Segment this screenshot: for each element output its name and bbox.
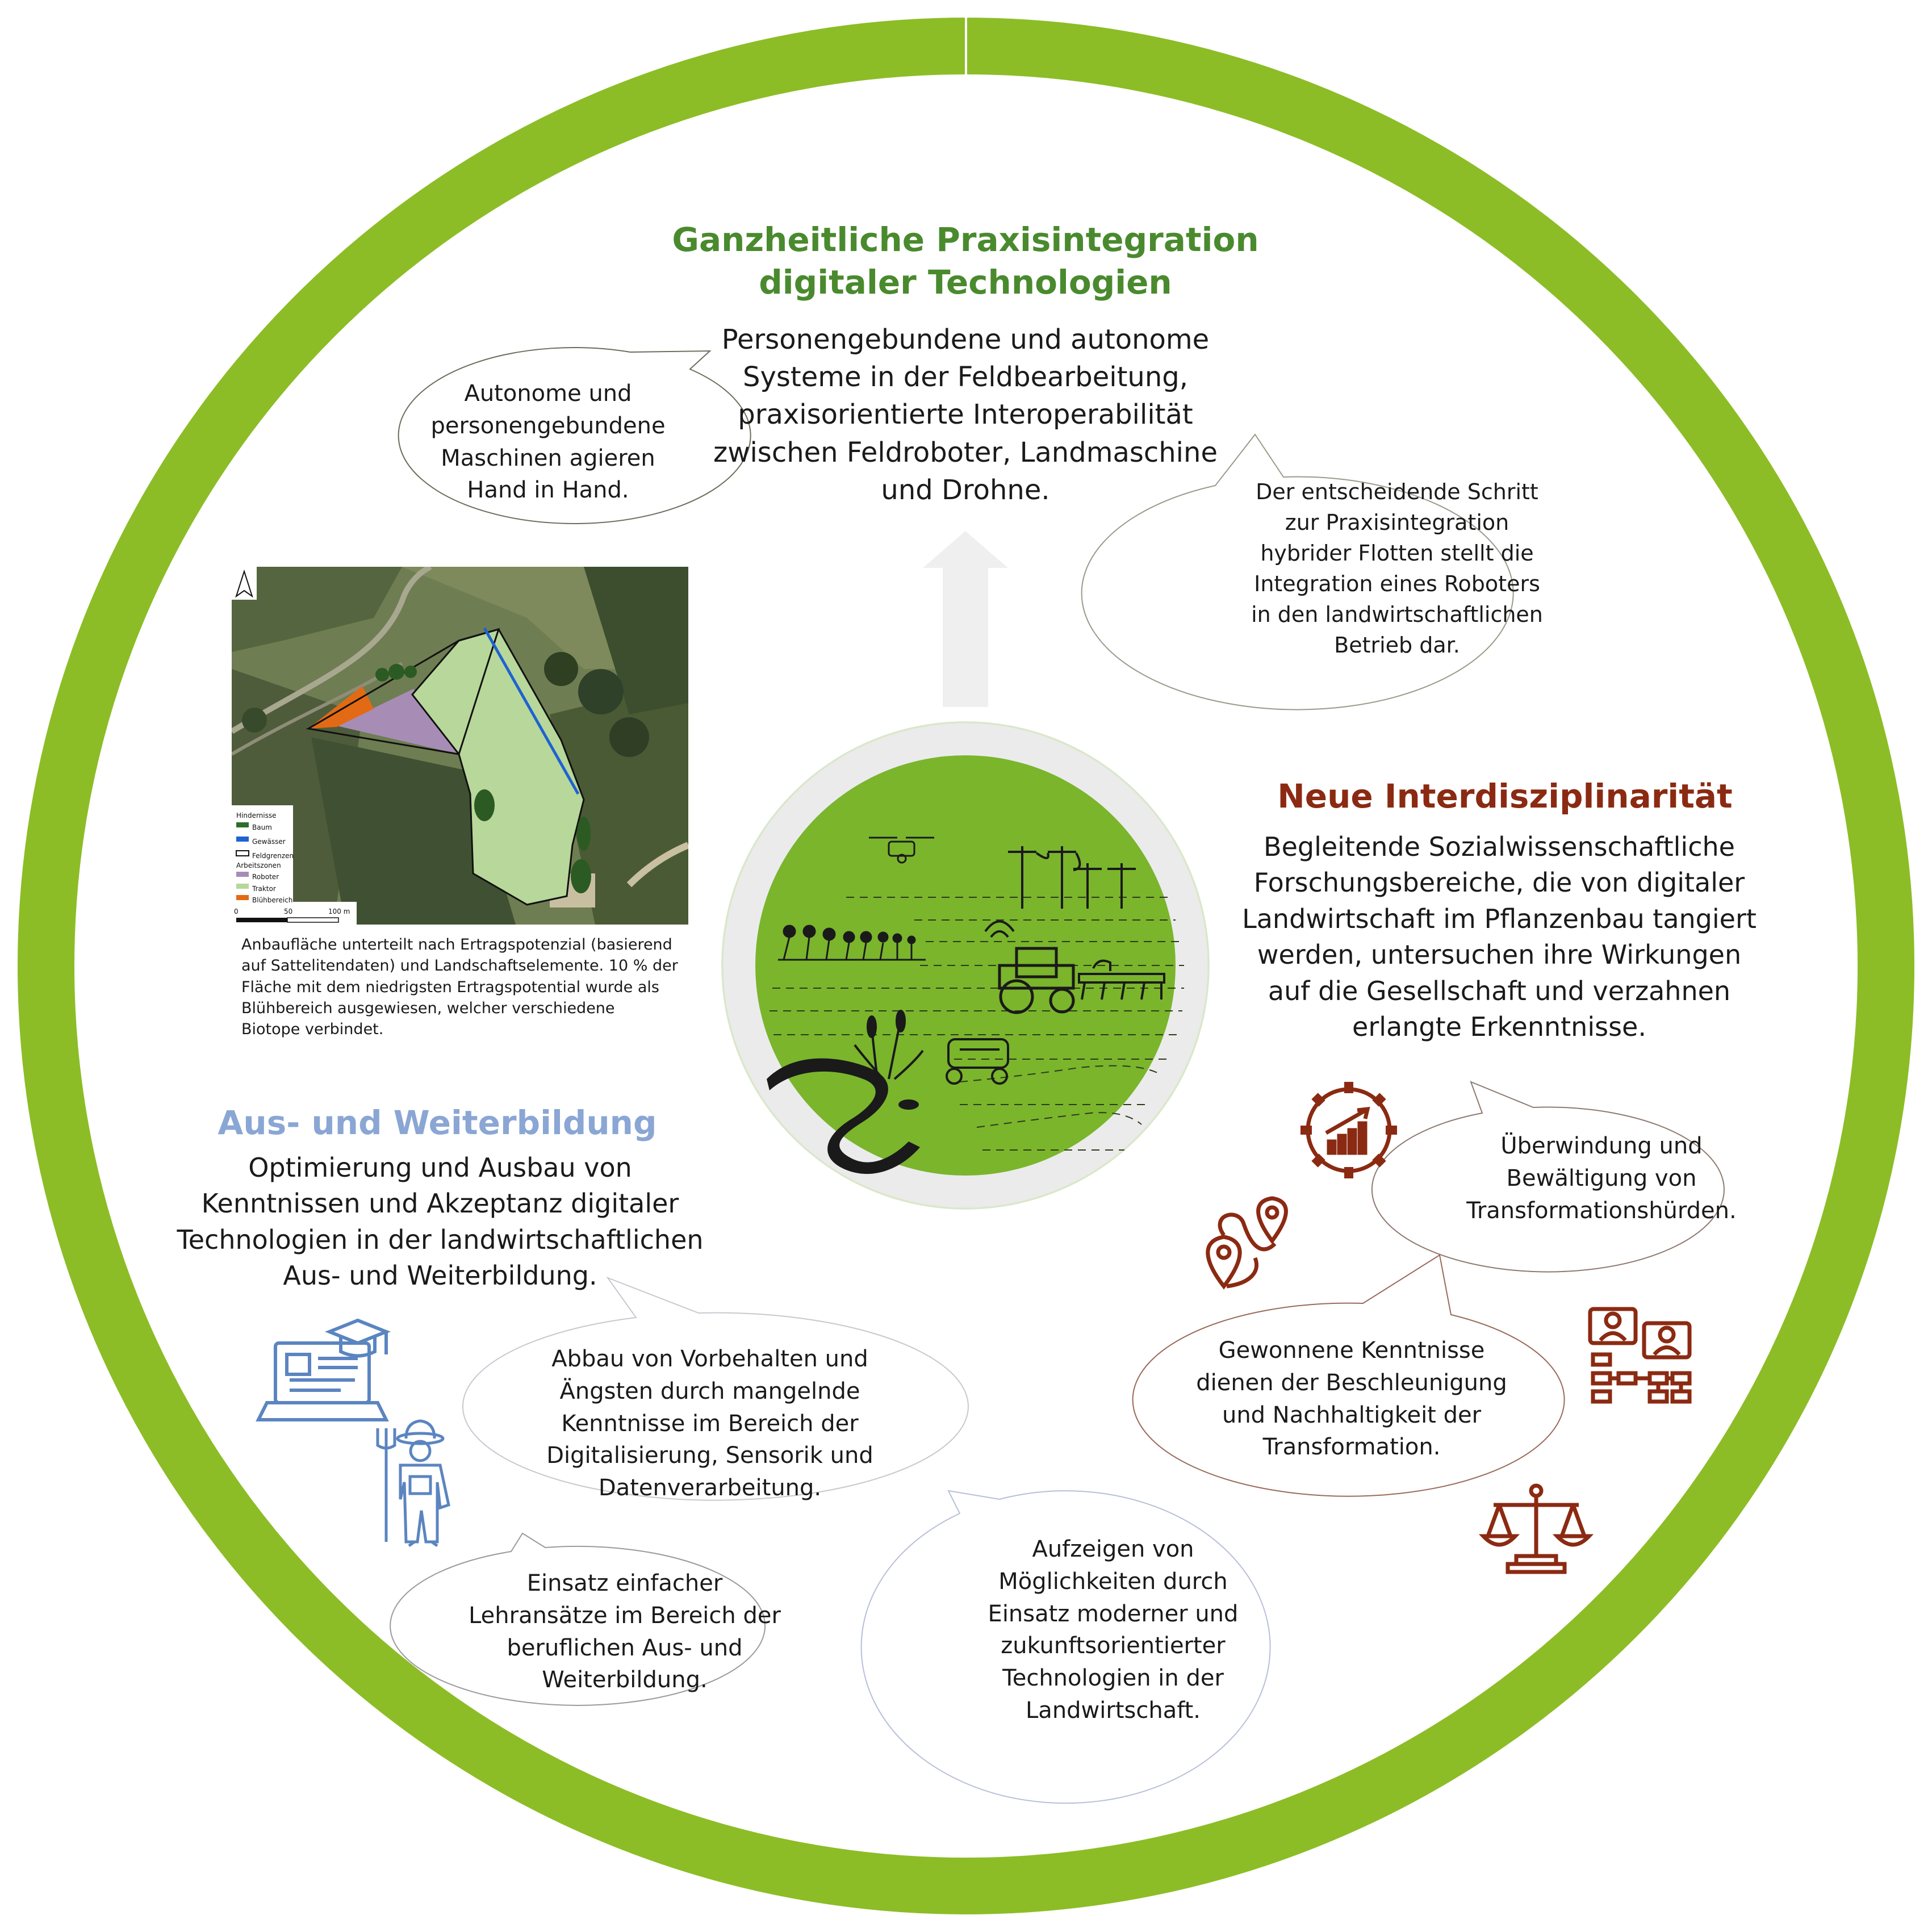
interdisciplinary-heading: Neue Interdisziplinarität (1277, 777, 1733, 816)
team-structure-icon (1590, 1309, 1690, 1402)
education-body: Optimierung und Ausbau von Kenntnissen und Akzeptanz digitaler Technologien in der landwirtschaftlichen Aus- und Weiterbildung. (177, 1152, 704, 1291)
education-heading: Aus- und Weiterbildung (218, 1103, 657, 1142)
farmer-icon (378, 1421, 449, 1546)
e-learning-laptop-icon (258, 1320, 386, 1420)
bubble-opportunities: Aufzeigen von Möglichkeiten durch Einsatz moderner und zukunftsorientierter Technologien in der Landwirtschaft. (988, 1536, 1239, 1724)
interdisciplinary-body: Begleitende Sozialwissenschaftliche Forschungsbereiche, die von digitaler Landwirtschaft im Pflanzenbau tangiert werden, untersuchen ihre Wirkungen auf die Gesellschaft und verzahnen erlangte Erkenntnisse. (1242, 831, 1757, 1043)
legend-obstacles-title: Hindernisse (236, 812, 277, 819)
practice-heading: Ganzheitliche Praxisintegration digitaler Technologien (672, 220, 1259, 302)
route-pins-icon (1208, 1198, 1286, 1286)
bubble-fears: Abbau von Vorbehalten und Ängsten durch mangelnde Kenntnisse im Bereich der Digitalisierung, Sensorik und Datenverarbeitung. (546, 1346, 873, 1502)
legend-tree: Baum (252, 823, 272, 831)
bubble-transformation: Überwindung und Bewältigung von Transformationshürden. (1466, 1133, 1737, 1224)
gear-chart-icon (1300, 1082, 1397, 1178)
field-map (232, 567, 688, 925)
up-arrow (923, 531, 1008, 707)
bubble-decisive-step: Der entscheidende Schritt zur Praxisintegration hybrider Flotten stellt die Integration eines Roboters in den landwirtschaftlichen Betrieb dar. (1251, 479, 1543, 658)
scale-label-50: 50 (284, 908, 293, 915)
scale-label-0: 0 (234, 908, 239, 915)
bubble-knowledge: Gewonnene Kenntnisse dienen der Beschleunigung und Nachhaltigkeit der Transformation. (1196, 1337, 1507, 1461)
legend-tractor: Traktor (252, 885, 276, 893)
scale-label-100: 100 m (328, 908, 350, 915)
legend-zones-title: Arbeitszonen (236, 862, 281, 869)
bubble-autonomous: Autonome und personengebundene Maschinen agieren Hand in Hand. (430, 380, 666, 504)
map-caption: Anbaufläche unterteilt nach Ertragspotenzial (basierend auf Sattelitendaten) und Landschaftselemente. 10 % der Fläche mit dem niedrigsten Ertragspotential wurde als Blühbereich ausgewiesen, welcher verschiedene Biotope verbindet. (241, 936, 678, 1038)
practice-body: Personengebundene und autonome Systeme in der Feldbearbeitung, praxisorientierte Interoperabilität zwischen Feldroboter, Landmaschine und Drohne. (713, 324, 1218, 506)
scales-icon (1483, 1486, 1589, 1572)
legend-water: Gewässer (252, 838, 286, 846)
bubble-teaching: Einsatz einfacher Lehransätze im Bereich der beruflichen Aus- und Weiterbildung. (469, 1570, 781, 1693)
legend-field-borders: Feldgrenzen (252, 852, 294, 860)
legend-flowering: Blühbereich (252, 896, 293, 904)
legend-robot: Roboter (252, 873, 279, 881)
